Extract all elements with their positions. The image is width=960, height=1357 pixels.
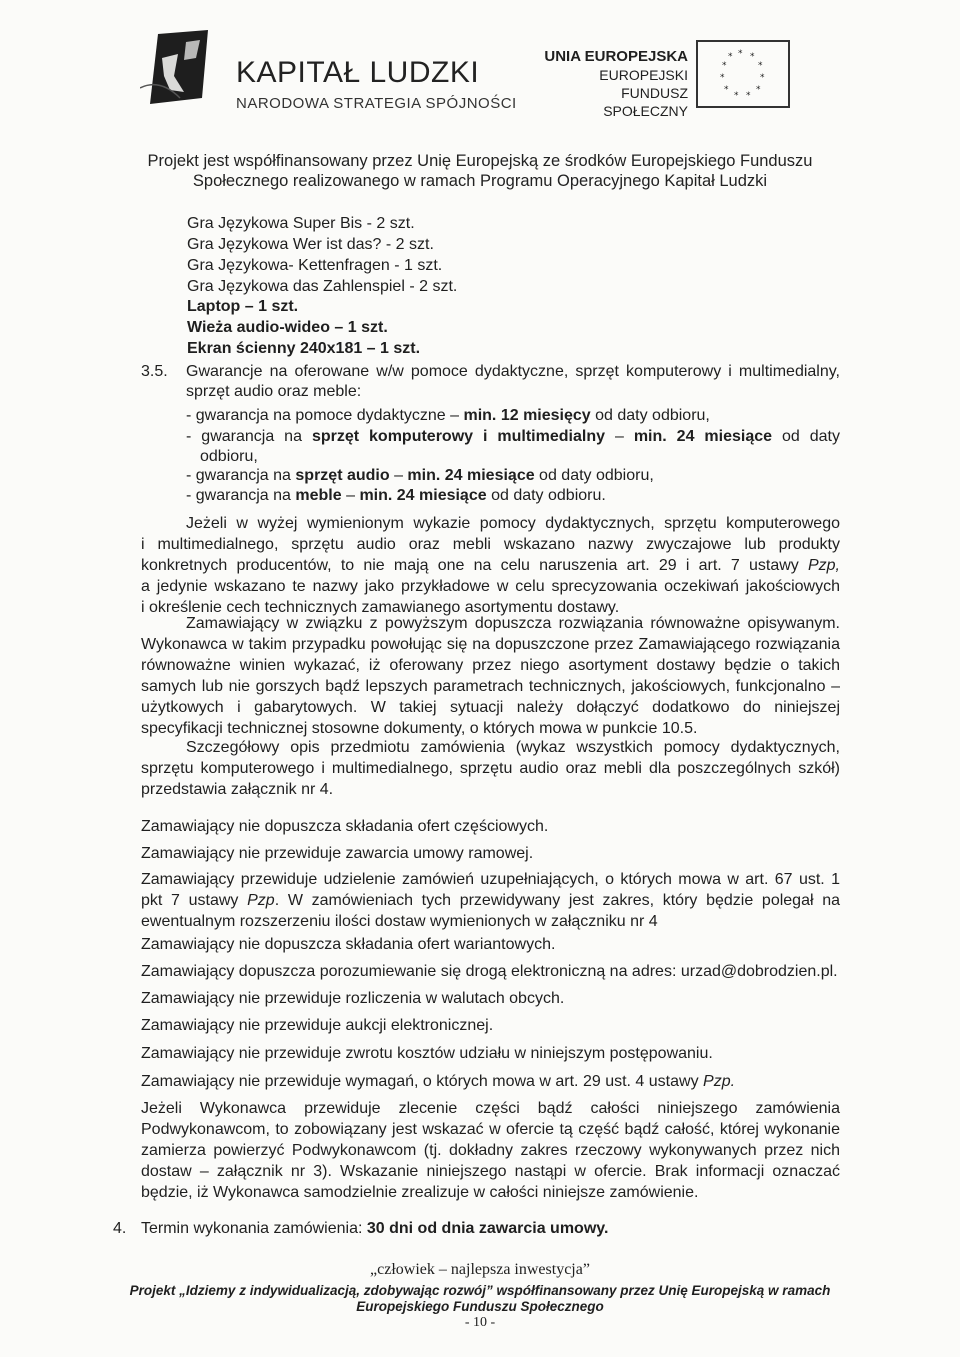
- section-intro-line: sprzęt audio oraz meble:: [186, 383, 362, 400]
- statement-electronic-auction: Zamawiający nie przewiduje aukcji elektronicznej.: [141, 1017, 494, 1034]
- paragraph-equivalents: Jeżeli w wyżej wymienionym wykazie pomocy dydaktycznych, sprzętu komputerowego i multimedialnego, sprzętu audio oraz mebli wskazano nazwy zwyczajowe lub produkty konkretnych producentów, to nie mają one na celu naruszenia art. 29 i art. 7 ustawy Pzp, a jedynie wskazano te nazwy jako przykładowe w celu sprecyzowania oczekiwań jakościowych i określenie cech technicznych zamawianego asortymentu dostawy.: [141, 515, 840, 616]
- footer-project-info: Projekt „Idziemy z indywidualizacją, zdobywając rozwój” współfinansowany przez Unię Europejską w ramach Europejskiego Funduszu Społecznego: [129, 1283, 831, 1314]
- eu-line-1: UNIA EUROPEJSKA: [544, 48, 688, 65]
- kapital-ludzki-logo: [140, 28, 520, 112]
- svg-text:*: *: [720, 73, 725, 83]
- eu-line-2: EUROPEJSKI: [599, 67, 688, 83]
- kapital-ludzki-emblem-icon: [140, 28, 220, 106]
- svg-text:*: *: [750, 52, 755, 62]
- statement-framework-agreement: Zamawiający nie przewiduje zawarcia umowy ramowej.: [141, 845, 534, 862]
- list-item: Ekran ścienny 240x181 – 1 szt.: [187, 340, 421, 357]
- list-item: Laptop – 1 szt.: [187, 298, 299, 315]
- warranty-computer: - gwarancja na sprzęt komputerowy i multimedialny – min. 24 miesiące od daty: [186, 428, 840, 445]
- page-number: - 10 -: [464, 1315, 496, 1330]
- warranty-furniture: - gwarancja na meble – min. 24 miesiące od daty odbioru.: [186, 487, 606, 504]
- statement-foreign-currency: Zamawiający nie przewiduje rozliczenia w walutach obcych.: [141, 990, 565, 1007]
- eu-logo: [540, 40, 796, 119]
- statement-variant-offers: Zamawiający nie dopuszcza składania ofert wariantowych.: [141, 936, 556, 953]
- list-item: Gra Językowa Super Bis - 2 szt.: [187, 215, 415, 232]
- program-title: KAPITAŁ LUDZKI: [236, 56, 480, 89]
- section-number: 3.5.: [141, 363, 168, 380]
- svg-text:*: *: [760, 73, 765, 83]
- svg-text:*: *: [728, 52, 733, 62]
- paragraph-detailed-description: Szczegółowy opis przedmiotu zamówienia (wykaz wszystkich pomocy dydaktycznych, sprzętu komputerowego i multimedialnego, sprzętu audio oraz mebli dla poszczególnych szkół) przedstawia załącznik nr 4.: [141, 739, 840, 798]
- cofinancing-line-1: Projekt jest współfinansowany przez Unię Europejską ze środków Europejskiego Funduszu: [147, 152, 813, 170]
- warranty-audio: - gwarancja na sprzęt audio – min. 24 miesiące od daty odbioru,: [186, 467, 654, 484]
- warranty-teaching-aids: - gwarancja na pomoce dydaktyczne – min. 12 miesięcy od daty odbioru,: [186, 407, 710, 424]
- section-4-number: 4.: [113, 1220, 127, 1237]
- statement-partial-offers: Zamawiający nie dopuszcza składania ofert częściowych.: [141, 818, 549, 835]
- list-item: Gra Językowa- Kettenfragen - 1 szt.: [187, 257, 443, 274]
- list-item: Gra Językowa das Zahlenspiel - 2 szt.: [187, 278, 458, 295]
- footer-slogan: „człowiek – najlepsza inwestycja”: [370, 1261, 590, 1278]
- paragraph-equivalent-solutions: Zamawiający w związku z powyższym dopuszcza rozwiązania równoważne opisywanym. Wykonawca w takim przypadku powołując się na dopuszczone przez Zamawiającego rozwiązania równoważne winien wykazać, iż oferowany przez niego asortyment dostawy będzie o takich samych lub nie gorszych bądź lepszych parametrach technicznych, jakościowych, funkcjonalno – użytkowych i gabarytowych. W takiej sytuacji należy dołączyć dodatkowo do niniejszej specyfikacji technicznej stosowne dokumenty, o których mowa w punkcie 10.5.: [141, 615, 840, 737]
- list-item: Wieża audio-wideo – 1 szt.: [187, 319, 388, 336]
- list-item: Gra Językowa Wer ist das? - 2 szt.: [187, 236, 434, 253]
- statement-electronic-communication: Zamawiający dopuszcza porozumiewanie się drogą elektroniczną na adres: urzad@dobrodzien.pl.: [141, 963, 838, 980]
- warranty-computer-cont: odbioru,: [200, 448, 258, 465]
- section-intro-line: Gwarancje na oferowane w/w pomoce dydaktyczne, sprzęt komputerowy i multimedialny,: [186, 363, 840, 380]
- eu-line-3: FUNDUSZ SPOŁECZNY: [603, 85, 688, 119]
- svg-text:*: *: [758, 61, 763, 71]
- svg-text:*: *: [724, 85, 729, 95]
- statement-supplementary-orders: Zamawiający przewiduje udzielenie zamówień uzupełniających, o których mowa w art. 67 ust. 1 pkt 7 ustawy Pzp. W zamówieniach tych przewidywany jest zakres, który będzie polegał na ewentualnym rozszerzeniu ilości dostaw wymienionych w załączniku nr 4: [141, 871, 841, 930]
- eu-logo-text: [540, 48, 688, 120]
- statement-cost-refund: Zamawiający nie przewiduje zwrotu kosztów udziału w niniejszym postępowaniu.: [141, 1045, 713, 1062]
- section-4-deadline: Termin wykonania zamówienia: 30 dni od dnia zawarcia umowy.: [141, 1220, 609, 1237]
- section-intro: [186, 361, 840, 382]
- svg-text:*: *: [738, 49, 743, 59]
- statement-requirements: Zamawiający nie przewiduje wymagań, o których mowa w art. 29 ust. 4 ustawy Pzp.: [141, 1073, 736, 1090]
- svg-text:*: *: [734, 91, 739, 101]
- svg-text:*: *: [722, 61, 727, 71]
- cofinancing-notice: [120, 151, 840, 191]
- svg-text:*: *: [746, 91, 751, 101]
- cofinancing-line-2: Społecznego realizowanego w ramach Programu Operacyjnego Kapitał Ludzki: [192, 172, 768, 190]
- eu-flag-icon: [696, 40, 790, 108]
- paragraph-subcontractors: Jeżeli Wykonawca przewiduje zlecenie części bądź całości niniejszego zamówienia Podwykonawcom, to zobowiązany jest wskazać w ofercie tą część bądź całość, której wykonanie zamierza powierzyć Podwykonawcom (tj. dokładny zakres rzeczowy wykonywanych przez nich dostaw – załącznik nr 3). Wskazanie niniejszego nastąpi w ofercie. Brak informacji oznaczać będzie, iż Wykonawca samodzielnie zrealizuje w całości niniejsze zamówienie.: [141, 1100, 840, 1201]
- program-subtitle: NARODOWA STRATEGIA SPÓJNOŚCI: [236, 95, 517, 112]
- svg-text:*: *: [756, 85, 761, 95]
